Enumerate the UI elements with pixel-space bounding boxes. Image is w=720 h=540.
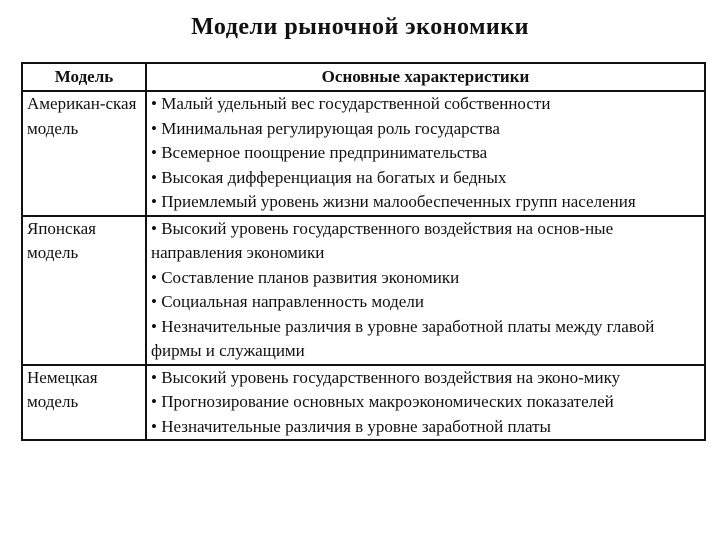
model-name-american bbox=[22, 91, 146, 216]
page-title: Модели рыночной экономики bbox=[191, 14, 529, 40]
feature-item: • Малый удельный вес государственной собственности bbox=[151, 92, 700, 117]
features-american bbox=[146, 91, 705, 216]
feature-item: • Социальная направленность модели bbox=[151, 290, 700, 315]
table-row-german bbox=[22, 365, 705, 441]
table-header-row bbox=[22, 63, 705, 91]
market-models-table bbox=[21, 62, 706, 441]
model-name-text: Немецкая модель bbox=[27, 367, 98, 411]
feature-item: • Незначительные различия в уровне заработной платы bbox=[151, 415, 700, 440]
feature-item: • Прогнозирование основных макроэкономических показателей bbox=[151, 390, 700, 415]
feature-item: • Высокий уровень государственного воздействия на основ-ные направления экономики bbox=[151, 217, 700, 266]
features-german bbox=[146, 365, 705, 441]
feature-item: • Высокий уровень государственного воздействия на эконо-мику bbox=[151, 366, 700, 391]
feature-item: • Составление планов развития экономики bbox=[151, 266, 700, 291]
feature-item: • Всемерное поощрение предпринимательства bbox=[151, 141, 700, 166]
feature-item: • Высокая дифференциация на богатых и бедных bbox=[151, 166, 700, 191]
feature-item: • Минимальная регулирующая роль государства bbox=[151, 117, 700, 142]
feature-item: • Приемлемый уровень жизни малообеспеченных групп населения bbox=[151, 190, 700, 215]
header-model: Модель bbox=[22, 63, 146, 91]
header-characteristics: Основные характеристики bbox=[146, 63, 705, 91]
table-row-japanese bbox=[22, 216, 705, 365]
model-name-text: Американ-ская модель bbox=[27, 94, 137, 138]
features-japanese bbox=[146, 216, 705, 365]
model-name-japanese bbox=[22, 216, 146, 365]
model-name-german bbox=[22, 365, 146, 441]
table-row-american bbox=[22, 91, 705, 216]
model-name-text: Японская модель bbox=[27, 218, 96, 262]
feature-item: • Незначительные различия в уровне заработной платы между главой фирмы и служащими bbox=[151, 315, 700, 364]
